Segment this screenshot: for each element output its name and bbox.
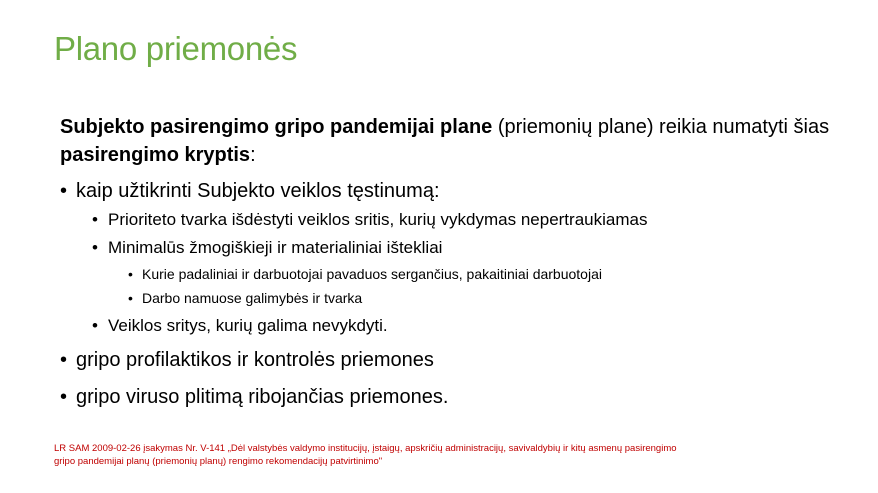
bullet-text: Darbo namuose galimybės ir tvarka bbox=[142, 290, 363, 306]
bullet-text: kaip užtikrinti Subjekto veiklos tęstinumą: bbox=[76, 180, 440, 202]
bullet-prophylaxis bbox=[60, 347, 850, 373]
subbullet-optional-areas bbox=[92, 315, 852, 337]
subsubbullet-remote-work bbox=[128, 289, 848, 307]
subbullet-priority bbox=[92, 209, 852, 231]
footnote-line-2: gripo pandemijai planų (priemonių planų) rengimo rekomendacijų patvirtinimo" bbox=[54, 456, 383, 467]
intro-bold-directions: pasirengimo kryptis bbox=[60, 144, 251, 166]
bullet-marker: • bbox=[92, 210, 98, 229]
bullet-marker: • bbox=[60, 180, 68, 202]
slide-title: Plano priemonės bbox=[54, 30, 298, 67]
bullet-marker: • bbox=[60, 386, 68, 408]
bullet-text: Veiklos sritys, kurių galima nevykdyti. bbox=[108, 316, 388, 335]
footnote-line-1: LR SAM 2009-02-26 įsakymas Nr. V-141 „Dėl valstybės valdymo institucijų, įstaigų, apskričių administracijų, savivaldybių ir kitų asmenų pasirengimo bbox=[54, 443, 677, 454]
intro-colon: : bbox=[250, 144, 256, 166]
bullet-continuity bbox=[60, 178, 850, 204]
subsubbullet-substitutes bbox=[128, 265, 848, 283]
bullet-text: Prioriteto tvarka išdėstyti veiklos sritis, kurių vykdymas nepertraukiamas bbox=[108, 210, 648, 229]
footnote-reference bbox=[54, 442, 754, 468]
bullet-marker: • bbox=[128, 290, 133, 306]
bullet-spread-limiting bbox=[60, 384, 850, 410]
bullet-text: Kurie padaliniai ir darbuotojai pavaduos sergančius, pakaitiniai darbuotojai bbox=[142, 266, 602, 282]
intro-text: (priemonių plane) reikia numatyti šias bbox=[492, 116, 830, 138]
bullet-text: gripo profilaktikos ir kontrolės priemones bbox=[76, 349, 434, 371]
bullet-marker: • bbox=[60, 349, 68, 371]
bullet-marker: • bbox=[128, 266, 133, 282]
bullet-marker: • bbox=[92, 238, 98, 257]
intro-paragraph bbox=[60, 113, 840, 169]
subbullet-resources bbox=[92, 237, 852, 259]
bullet-text: Minimalūs žmogiškieji ir materialiniai ištekliai bbox=[108, 238, 443, 257]
intro-bold-subject: Subjekto pasirengimo gripo pandemijai plane bbox=[60, 116, 493, 138]
bullet-text: gripo viruso plitimą ribojančias priemones. bbox=[76, 386, 449, 408]
bullet-marker: • bbox=[92, 316, 98, 335]
